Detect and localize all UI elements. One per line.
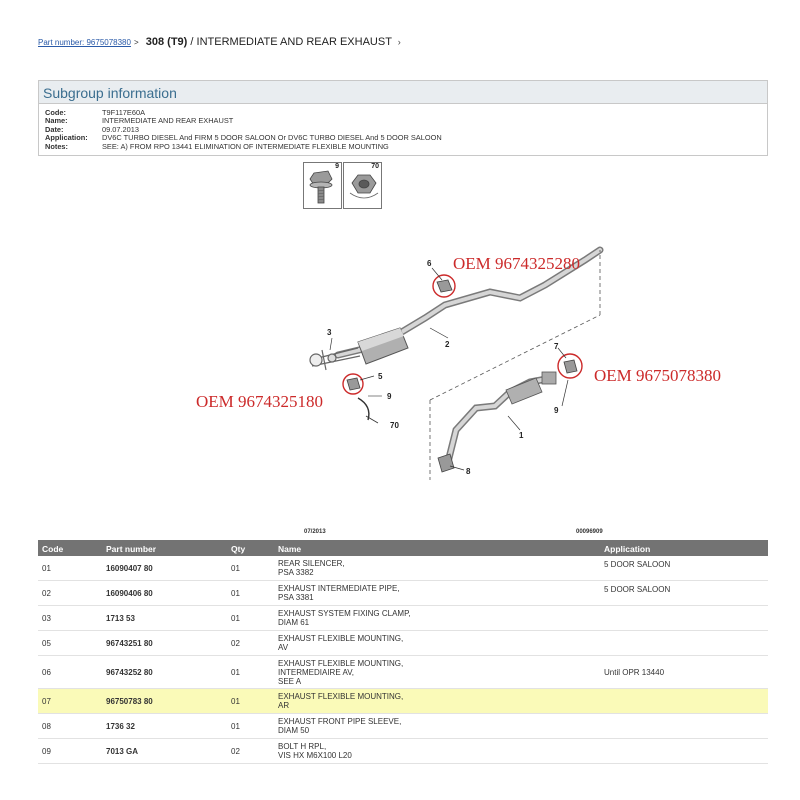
col-application[interactable]: Application bbox=[604, 544, 651, 554]
diagram-label-2: 2 bbox=[445, 340, 450, 349]
name-line: DIAM 61 bbox=[278, 618, 310, 627]
table-row-highlighted[interactable] bbox=[38, 689, 768, 714]
diagram-label-3: 3 bbox=[327, 328, 332, 337]
name-line: EXHAUST INTERMEDIATE PIPE, bbox=[278, 584, 400, 593]
thumbnail-bolt[interactable] bbox=[303, 162, 342, 209]
table-row[interactable] bbox=[38, 606, 768, 631]
page-title: INTERMEDIATE AND REAR EXHAUST bbox=[196, 36, 392, 48]
name-line: EXHAUST FLEXIBLE MOUNTING, bbox=[278, 634, 404, 643]
name-line: EXHAUST FLEXIBLE MOUNTING, bbox=[278, 659, 404, 668]
diagram-label-7: 7 bbox=[554, 342, 559, 351]
field-label: Code: bbox=[45, 108, 66, 117]
cell-part-number[interactable]: 1713 53 bbox=[106, 614, 135, 623]
name-line: DIAM 50 bbox=[278, 726, 310, 735]
breadcrumb-separator: > bbox=[134, 38, 139, 47]
name-line: PSA 3382 bbox=[278, 568, 314, 577]
diagram-label-8: 8 bbox=[466, 467, 471, 476]
oem-callout-7: OEM 9675078380 bbox=[594, 366, 722, 385]
thumbnail-label: 70 bbox=[371, 163, 379, 170]
diagram-label-5: 5 bbox=[378, 372, 383, 381]
parts-table bbox=[38, 540, 768, 764]
name-line: EXHAUST FLEXIBLE MOUNTING, bbox=[278, 692, 404, 701]
cell-qty: 01 bbox=[231, 564, 240, 573]
field-value: 09.07.2013 bbox=[102, 124, 139, 134]
cell-name bbox=[278, 692, 403, 710]
cell-qty: 01 bbox=[231, 697, 240, 706]
subgroup-field-notes bbox=[45, 143, 442, 151]
field-value: SEE: A) FROM RPO 13441 ELIMINATION OF INTERMEDIATE FLEXIBLE MOUNTING bbox=[102, 141, 389, 151]
name-line: VIS HX M6X100 L20 bbox=[278, 751, 352, 760]
thumbnail-label: 9 bbox=[335, 163, 339, 170]
cell-qty: 02 bbox=[231, 639, 240, 648]
cell-code: 06 bbox=[42, 668, 51, 677]
cell-qty: 01 bbox=[231, 722, 240, 731]
cell-part-number[interactable]: 96743252 80 bbox=[106, 668, 153, 677]
field-label: Date: bbox=[45, 124, 64, 134]
title-separator: / bbox=[190, 36, 194, 48]
cell-qty: 02 bbox=[231, 747, 240, 756]
cell-part-number[interactable]: 1736 32 bbox=[106, 722, 135, 731]
diagram-label-70: 70 bbox=[390, 421, 399, 430]
cell-application: 5 DOOR SALOON bbox=[604, 585, 671, 594]
subgroup-heading-bar bbox=[39, 81, 767, 104]
part-number-link[interactable]: Part number: 9675078380 bbox=[38, 38, 131, 47]
cell-name bbox=[278, 559, 345, 577]
thumbnail-nut[interactable] bbox=[343, 162, 382, 209]
col-part-number[interactable]: Part number bbox=[106, 544, 157, 554]
cell-name bbox=[278, 584, 400, 602]
table-row[interactable] bbox=[38, 631, 768, 656]
cell-name bbox=[278, 742, 352, 760]
cell-code: 08 bbox=[42, 722, 51, 731]
col-code[interactable]: Code bbox=[42, 544, 64, 554]
table-date-label: 07/2013 bbox=[304, 529, 326, 535]
cell-code: 03 bbox=[42, 614, 51, 623]
table-ref-label: 00096909 bbox=[576, 529, 603, 535]
diagram-label-9b: 9 bbox=[554, 406, 559, 415]
field-label: Application: bbox=[45, 133, 88, 143]
cell-code: 07 bbox=[42, 697, 51, 706]
subgroup-info-panel bbox=[38, 80, 768, 156]
table-row[interactable] bbox=[38, 739, 768, 764]
cell-application: Until OPR 13440 bbox=[604, 668, 665, 677]
name-line: PSA 3381 bbox=[278, 593, 314, 602]
oem-callout-5: OEM 9674325180 bbox=[196, 392, 324, 411]
cell-part-number[interactable]: 96743251 80 bbox=[106, 639, 153, 648]
col-qty[interactable]: Qty bbox=[231, 544, 246, 554]
field-value: INTERMEDIATE AND REAR EXHAUST bbox=[102, 116, 234, 126]
name-line: REAR SILENCER, bbox=[278, 559, 345, 568]
cell-part-number[interactable]: 96750783 80 bbox=[106, 697, 153, 706]
cell-part-number[interactable]: 7013 GA bbox=[106, 747, 139, 756]
col-name[interactable]: Name bbox=[278, 544, 302, 554]
field-label: Name: bbox=[45, 116, 68, 126]
cell-name bbox=[278, 634, 403, 652]
cell-name bbox=[278, 717, 401, 735]
diagram-label-9: 9 bbox=[387, 392, 392, 401]
name-line: INTERMEDIAIRE AV, bbox=[278, 668, 355, 677]
diagram-label-6: 6 bbox=[427, 259, 432, 268]
name-line: SEE A bbox=[278, 677, 302, 686]
table-row[interactable] bbox=[38, 656, 768, 689]
field-label: Notes: bbox=[45, 141, 68, 151]
cell-qty: 01 bbox=[231, 614, 240, 623]
cell-name bbox=[278, 659, 403, 686]
part-thumbnails bbox=[303, 162, 383, 210]
chevron-right-icon[interactable]: › bbox=[397, 37, 401, 47]
subgroup-heading: Subgroup information bbox=[43, 85, 177, 101]
field-value: DV6C TURBO DIESEL And FIRM 5 DOOR SALOON Or DV6C TURBO DIESEL And 5 DOOR SALOON bbox=[102, 133, 442, 143]
cell-qty: 01 bbox=[231, 668, 240, 677]
model-name: 308 (T9) bbox=[145, 36, 188, 48]
silencer-shape bbox=[358, 328, 408, 364]
cell-qty: 01 bbox=[231, 589, 240, 598]
cell-code: 09 bbox=[42, 747, 51, 756]
table-header bbox=[38, 540, 768, 556]
name-line: EXHAUST SYSTEM FIXING CLAMP, bbox=[278, 609, 411, 618]
name-line: AR bbox=[278, 701, 290, 710]
cell-part-number[interactable]: 16090407 80 bbox=[106, 564, 153, 573]
table-row[interactable] bbox=[38, 556, 768, 581]
cell-part-number[interactable]: 16090406 80 bbox=[106, 589, 153, 598]
cell-name bbox=[278, 609, 411, 627]
name-line: AV bbox=[278, 643, 289, 652]
cell-code: 01 bbox=[42, 564, 51, 573]
name-line: BOLT H RPL, bbox=[278, 742, 327, 751]
table-row[interactable] bbox=[38, 714, 768, 739]
page-header bbox=[38, 36, 768, 56]
diagram-label-1: 1 bbox=[519, 431, 524, 440]
field-value: T9F117E60A bbox=[102, 108, 146, 117]
subgroup-fields bbox=[45, 109, 442, 151]
table-row[interactable] bbox=[38, 581, 768, 606]
name-line: EXHAUST FRONT PIPE SLEEVE, bbox=[278, 717, 402, 726]
cell-code: 02 bbox=[42, 589, 51, 598]
oem-callout-6: OEM 9674325280 bbox=[453, 254, 581, 273]
cell-code: 05 bbox=[42, 639, 51, 648]
cell-application: 5 DOOR SALOON bbox=[604, 560, 671, 569]
exhaust-diagram bbox=[190, 230, 780, 500]
